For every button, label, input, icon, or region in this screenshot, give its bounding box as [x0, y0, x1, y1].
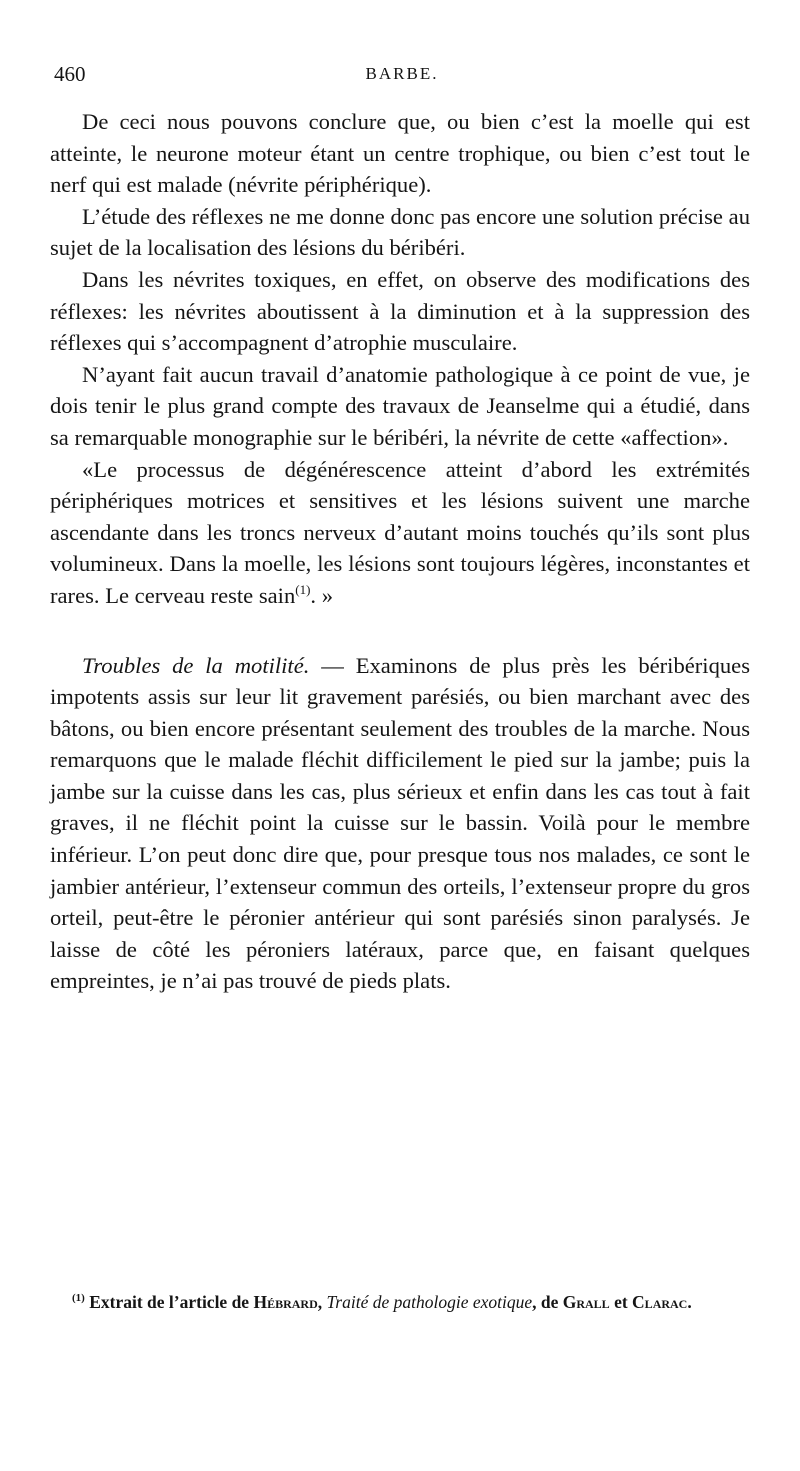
footnote-reference[interactable]: (1) — [295, 581, 311, 597]
footnote-text-and: et — [609, 1292, 633, 1312]
footnote-author-clarac: Clarac — [632, 1292, 688, 1312]
footnote-comma: , — [317, 1292, 327, 1312]
footnote-author-hebrard: Hébrard — [253, 1292, 318, 1312]
footnote-end: . — [687, 1292, 692, 1312]
footnote-work-title: Traité de pathologie exotique — [326, 1292, 533, 1312]
running-title: BARBE. — [365, 64, 439, 83]
footnote — [50, 1289, 752, 1316]
footnote-text-middle: , de — [532, 1292, 563, 1312]
quote-text: «Le processus de dégénérescence atteint d’abord les extrémités périphériques motrices et sensitives et les lésions suivent une marche ascendante dans les troncs nerveux d’autant moins touchés qu’ils sont plus volumineux. Dans la moelle, les lésions sont toujours légères, inconstantes et rares. Le cerveau reste sain — [50, 456, 750, 608]
section-paragraph — [50, 650, 750, 998]
main-text — [50, 106, 750, 997]
footnote-text-before: Extrait de l’article de — [84, 1292, 254, 1312]
running-head — [54, 62, 750, 90]
quote-paragraph — [50, 454, 750, 612]
paragraph-4: N’ayant fait aucun travail d’anatomie pathologique à ce point de vue, je dois tenir le plus grand compte des travaux de Jeanselme qui a étudié, dans sa remarquable monographie sur le béribéri, la névrite de cette «affection». — [50, 361, 750, 450]
footnote-author-grall: Grall — [562, 1292, 610, 1312]
section-dash: — — [309, 652, 356, 678]
quote-close: . » — [310, 582, 334, 608]
section-text: Examinons de plus près les béribériques impotents assis sur leur lit gravement parésiés, ou bien marchant avec des bâtons, ou bien encore présentant seulement des troubles de la marche. Nous remarquons que le malade fléchit difficilement le pied sur la jambe; puis la jambe sur la cuisse dans les cas, plus sérieux et enfin dans les cas tout à fait graves, il ne fléchit point la cuisse sur le bassin. Voilà pour le membre inférieur. L’on peut donc dire que, pour presque tous nos malades, ce sont le jambier antérieur, l’extenseur commun des orteils, l’extenseur propre du gros orteil, peut-être le péronier antérieur qui sont parésiés sinon paralysés. Je laisse de côté les péroniers latéraux, parce que, en faisant quelques empreintes, je n’ai pas trouvé de pieds plats. — [50, 652, 750, 994]
section-title: Troubles de la motilité. — [82, 652, 310, 678]
paragraph-3: Dans les névrites toxiques, en effet, on observe des modifications des réflexes: les névrites aboutissent à la diminution et à la suppression des réflexes qui s’accompagnent d’atrophie musculaire. — [50, 266, 750, 356]
paragraph-2: L’étude des réflexes ne me donne donc pas encore une solution précise au sujet de la localisation des lésions du béribéri. — [50, 203, 750, 261]
page-number: 460 — [54, 62, 86, 86]
paragraph-1: De ceci nous pouvons conclure que, ou bien c’est la moelle qui est atteinte, le neurone moteur étant un centre trophique, ou bien c’est tout le nerf qui est malade (névrite périphérique). — [50, 109, 750, 198]
footnote-mark: (1) — [72, 1292, 85, 1304]
